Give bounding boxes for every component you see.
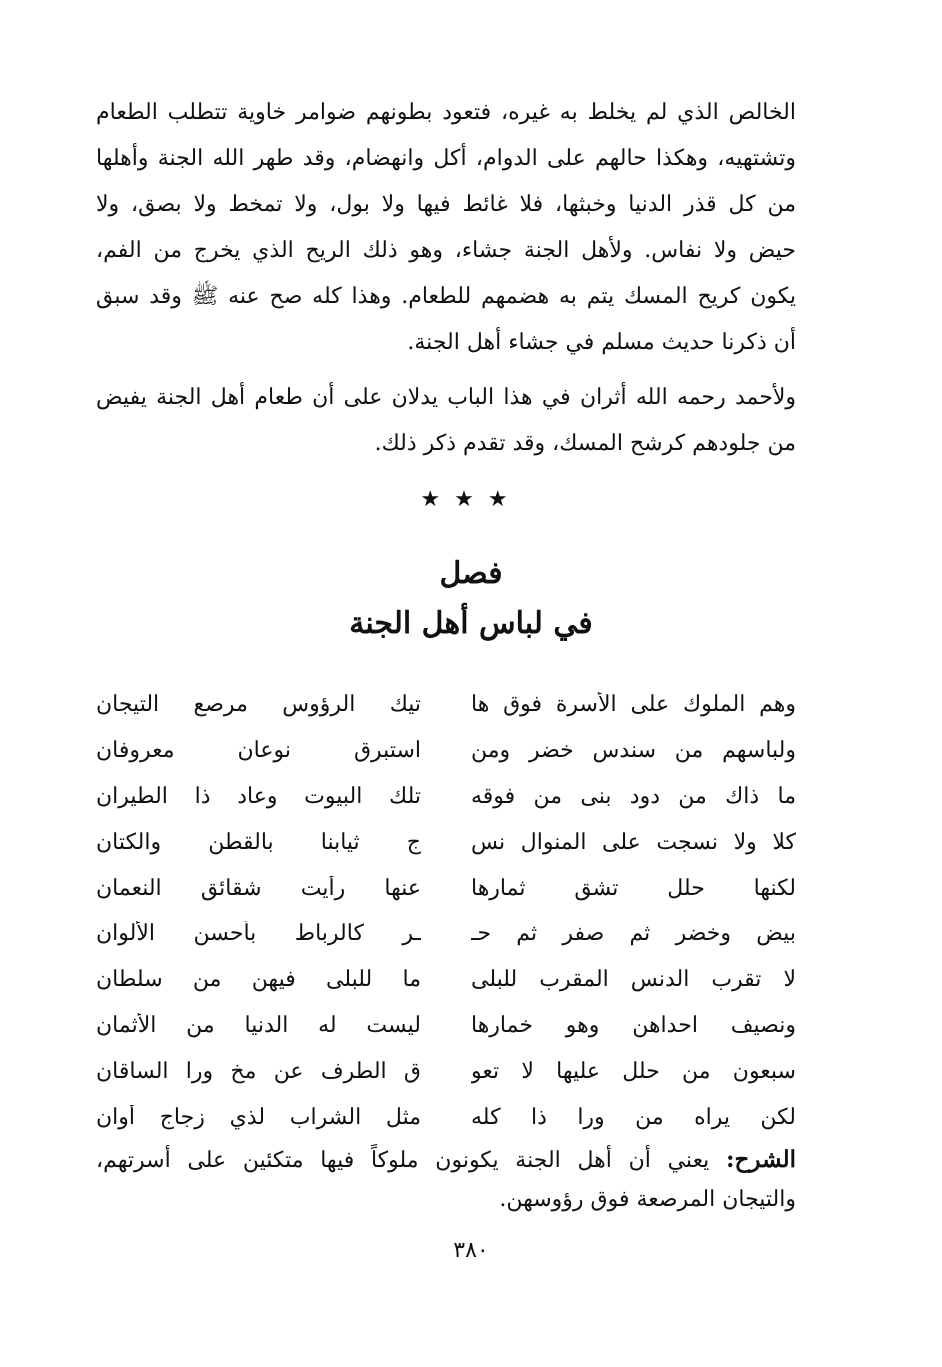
poem-verse	[96, 957, 796, 1003]
poem-verse	[96, 911, 796, 957]
explanation	[96, 1140, 796, 1220]
section-label: فصل	[439, 556, 503, 591]
verse-second-hemistich: ج ثيابنا بالقطن والكتان	[96, 829, 421, 855]
verse-first-hemistich: لا تقرب الدنس المقرب للبلى	[471, 967, 796, 993]
poem-verse	[96, 819, 796, 865]
poem-verse	[96, 865, 796, 911]
section-title: في لباس أهل الجنة	[349, 606, 593, 641]
page-number: ٣٨٠	[453, 1238, 489, 1263]
paragraph-line: من جلودهم كرشح المسك، وقد تقدم ذكر ذلك.	[374, 431, 796, 456]
paragraph-line: الخالص الذي لم يخلط به غيره، فتعود بطونهم ضوامر خاوية تتطلب الطعام	[96, 100, 796, 125]
verse-second-hemistich: ما للبلى فيهن من سلطان	[96, 967, 421, 993]
poem-verse	[96, 1003, 796, 1049]
verse-first-hemistich: لكنها حلل تشق ثمارها	[471, 875, 796, 901]
poem-verse	[96, 1094, 796, 1140]
verse-first-hemistich: ولباسهم من سندس خضر ومن	[471, 738, 796, 764]
verse-second-hemistich: مثل الشراب لذي زجاج أوان	[96, 1104, 421, 1130]
verse-second-hemistich: عنها رأيت شقائق النعمان	[96, 875, 421, 901]
paragraph-1	[96, 90, 796, 366]
explanation-line	[96, 1140, 796, 1180]
explanation-text: يعني أن أهل الجنة يكونون ملوكاً فيها متكئين على أسرتهم،	[96, 1148, 710, 1173]
section-separator-stars: ★★★	[420, 487, 522, 512]
verse-second-hemistich: ق الطرف عن مخ ورا الساقان	[96, 1058, 421, 1084]
verse-first-hemistich: ونصيف احداهن وهو خمارها	[471, 1012, 796, 1038]
paragraph-2	[96, 375, 796, 467]
paragraph-line: وتشتهيه، وهكذا حالهم على الدوام، أكل وانهضام، وقد طهر الله الجنة وأهلها	[96, 146, 796, 171]
verse-first-hemistich: سبعون من حلل عليها لا تعو	[471, 1058, 796, 1084]
explanation-label: الشرح:	[726, 1146, 796, 1173]
verse-second-hemistich: تيك الرؤوس مرصع التيجان	[96, 692, 421, 718]
verse-first-hemistich: بيض وخضر ثم صفر ثم حـ	[471, 921, 796, 947]
explanation-line: والتيجان المرصعة فوق رؤوسهن.	[499, 1187, 796, 1212]
verse-first-hemistich: ما ذاك من دود بنى من فوقه	[471, 783, 796, 809]
verse-first-hemistich: كلا ولا نسجت على المنوال نس	[471, 829, 796, 855]
verse-second-hemistich: تلك البيوت وعاد ذا الطيران	[96, 783, 421, 809]
poem-verse	[96, 1048, 796, 1094]
poem	[96, 682, 796, 1140]
poem-verse	[96, 682, 796, 728]
paragraph-line: من كل قذر الدنيا وخبثها، فلا غائط فيها ولا بول، ولا تمخط ولا بصق، ولا	[96, 192, 796, 217]
paragraph-line: ولأحمد رحمه الله أثران في هذا الباب يدلان على أن طعام أهل الجنة يفيض	[96, 385, 796, 410]
poem-verse	[96, 774, 796, 820]
paragraph-line: أن ذكرنا حديث مسلم في جشاء أهل الجنة.	[407, 330, 796, 355]
verse-second-hemistich: استبرق نوعان معروفان	[96, 738, 421, 764]
verse-second-hemistich: ـر كالرباط بأحسن الألوان	[96, 921, 421, 947]
verse-first-hemistich: لكن يراه من ورا ذا كله	[471, 1104, 796, 1130]
paragraph-line: يكون كريح المسك يتم به هضمهم للطعام. وهذا كله صح عنه ﷺ وقد سبق	[96, 284, 796, 309]
paragraph-line: حيض ولا نفاس. ولأهل الجنة جشاء، وهو ذلك الريح الذي يخرج من الفم،	[96, 238, 796, 263]
poem-verse	[96, 728, 796, 774]
verse-second-hemistich: ليست له الدنيا من الأثمان	[96, 1012, 421, 1038]
verse-first-hemistich: وهم الملوك على الأسرة فوق ها	[471, 692, 796, 718]
